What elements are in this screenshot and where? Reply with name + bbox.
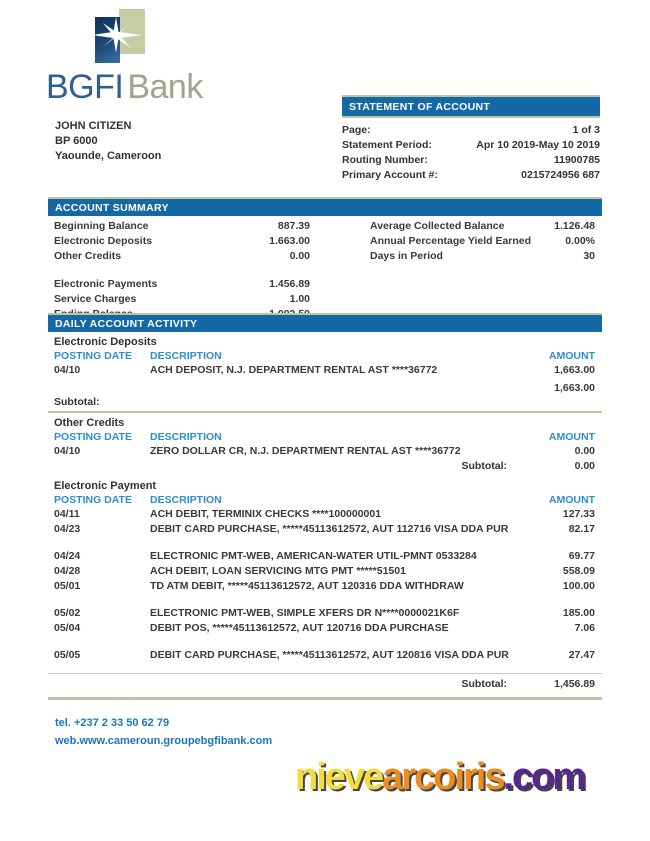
deposits-section-title: Electronic Deposits [54,336,157,348]
subtotal-amount: 0.00 [574,460,595,472]
cell-description: DEBIT CARD PURCHASE, *****45113612572, AUT 120816 VISA DDA PUR [150,649,509,661]
recipient-address-line2: Yaounde, Cameroon [55,150,162,162]
cell-amount: 185.00 [562,607,595,619]
cell-description: TD ATM DEBIT, *****45113612572, AUT 120316 DDA WITHDRAW [150,580,464,592]
summary-value: 1.00 [289,293,310,305]
recipient-address-line1: BP 6000 [55,135,98,147]
summary-label: Days in Period [370,250,443,262]
table-row [48,621,602,636]
cell-posting-date: 04/10 [54,445,81,457]
watermark-nievearcoiris [295,756,584,799]
cell-posting-date: 04/28 [54,565,81,577]
summary-row [54,292,310,307]
footer-tel: tel. +237 2 33 50 62 79 [55,717,170,729]
cell-amount: 27.47 [568,649,595,661]
cell-description: ZERO DOLLAR CR, N.J. DEPARTMENT RENTAL AST ****36772 [150,445,461,457]
column-header-row [48,430,602,444]
summary-value: 1.456.89 [269,278,310,290]
table-row [48,522,602,537]
info-value: 0215724956 687 [521,169,600,181]
divider-sage-thick [48,697,602,700]
cell-description: ACH DEBIT, LOAN SERVICING MTG PMT *****51501 [150,565,406,577]
statement-info-row [342,123,600,138]
table-row [48,564,602,579]
table-row [48,549,602,564]
column-description: DESCRIPTION [150,494,222,506]
recipient-address-block [55,119,161,164]
column-description: DESCRIPTION [150,431,222,443]
daily-activity-title: DAILY ACCOUNT ACTIVITY [48,315,602,332]
cell-amount: 7.06 [574,622,595,634]
column-amount: AMOUNT [548,494,595,506]
column-header-row [48,349,602,363]
statement-info-row [342,138,600,153]
cell-amount: 1,663.00 [554,364,595,376]
cell-description: ELECTRONIC PMT-WEB, AMERICAN-WATER UTIL-PMNT 0533284 [150,550,477,562]
cell-posting-date: 05/05 [54,649,81,661]
table-row [48,648,602,663]
summary-value: 30 [583,250,595,262]
summary-value: 1.663.00 [269,235,310,247]
summary-left-column [54,219,310,322]
other-credits-section-title: Other Credits [54,417,125,429]
info-value: 1 of 3 [572,124,600,136]
watermark-part-purple: .com [503,756,585,798]
summary-label: Electronic Deposits [54,235,153,247]
cell-description: ELECTRONIC PMT-WEB, SIMPLE XFERS DR N****0000021K6F [150,607,460,619]
bgfi-logo [95,9,147,63]
cell-amount: 558.09 [562,565,595,577]
summary-value: 0.00% [565,235,595,247]
table-row [48,363,602,378]
column-amount: AMOUNT [548,431,595,443]
cell-amount: 127.33 [562,508,595,520]
cell-posting-date: 05/04 [54,622,81,634]
subtotal-label: Subtotal: [461,678,507,690]
cell-posting-date: 04/24 [54,550,81,562]
watermark-part-orange: arcoiris [382,756,504,798]
info-value: 11900785 [553,154,600,166]
recipient-name: JOHN CITIZEN [55,120,132,132]
summary-row [370,219,595,234]
starburst-icon [90,16,150,56]
divider-sage [48,411,602,413]
table-row [48,606,602,621]
footer-web: web.www.cameroun.groupebgfibank.com [55,735,273,747]
summary-value: 1.126.48 [554,220,595,232]
cell-amount: 82.17 [568,523,595,535]
summary-row [370,234,595,249]
summary-row [370,249,595,264]
cell-description: DEBIT CARD PURCHASE, *****45113612572, AUT 112716 VISA DDA PUR [150,523,509,535]
statement-info-row [342,153,600,168]
column-posting-date: POSTING DATE [54,350,132,362]
electronic-payment-section-title: Electronic Payment [54,480,157,492]
subtotal-amount: 1,456.89 [554,678,595,690]
info-label: Routing Number: [342,154,428,166]
summary-value: 887.39 [277,220,310,232]
summary-right-column [370,219,595,322]
summary-label: Service Charges [54,293,137,305]
statement-info-title: STATEMENT OF ACCOUNT [342,97,600,116]
deposits-subtotal-label: Subtotal: [54,396,100,408]
footer-contact-block [55,714,272,750]
column-posting-date: POSTING DATE [54,431,132,443]
cell-description: ACH DEPOSIT, N.J. DEPARTMENT RENTAL AST ****36772 [150,364,438,376]
statement-info-panel [342,95,600,183]
account-summary-section [48,197,602,322]
summary-row [54,234,310,249]
summary-label: Electronic Payments [54,278,158,290]
table-row [48,507,602,522]
daily-activity-section [48,313,602,700]
cell-amount: 0.00 [574,445,595,457]
summary-row [54,249,310,264]
account-summary-title: ACCOUNT SUMMARY [48,199,602,216]
logo-text-bgfi: BGFI [46,68,124,106]
cell-amount: 100.00 [562,580,595,592]
cell-posting-date: 04/11 [54,508,80,520]
cell-posting-date: 05/01 [54,580,81,592]
column-description: DESCRIPTION [150,350,222,362]
summary-label: Beginning Balance [54,220,149,232]
column-amount: AMOUNT [548,350,595,362]
cell-posting-date: 04/23 [54,523,81,535]
divider-sage [342,116,600,118]
table-row [48,579,602,594]
summary-label: Average Collected Balance [370,220,505,232]
cell-description: DEBIT POS, *****45113612572, AUT 120716 DDA PURCHASE [150,622,449,634]
cell-description: ACH DEBIT, TERMINIX CHECKS ****100000001 [150,508,382,520]
summary-label: Other Credits [54,250,122,262]
info-label: Page: [342,124,371,136]
statement-info-row [342,168,600,183]
subtotal-label: Subtotal: [461,460,507,472]
info-label: Statement Period: [342,139,432,151]
watermark-part-yellow: nieve [295,756,383,798]
column-posting-date: POSTING DATE [54,494,132,506]
summary-spacer [54,264,310,277]
cell-posting-date: 04/10 [54,364,81,376]
column-header-row [48,493,602,507]
summary-label: Annual Percentage Yield Earned [370,235,532,247]
summary-value: 0.00 [289,250,310,262]
info-value: Apr 10 2019-May 10 2019 [476,139,600,151]
logo-text-bank: Bank [127,68,203,106]
info-label: Primary Account #: [342,169,438,181]
cell-posting-date: 05/02 [54,607,81,619]
table-row [48,444,602,459]
cell-amount: 69.77 [568,550,595,562]
logo-wordmark [46,70,203,104]
electronic-payment-subtotal-row [48,674,602,692]
deposits-subtotal-amount: 1,663.00 [554,382,595,394]
summary-row [54,277,310,292]
other-credits-subtotal-row [48,459,602,474]
summary-row [54,219,310,234]
